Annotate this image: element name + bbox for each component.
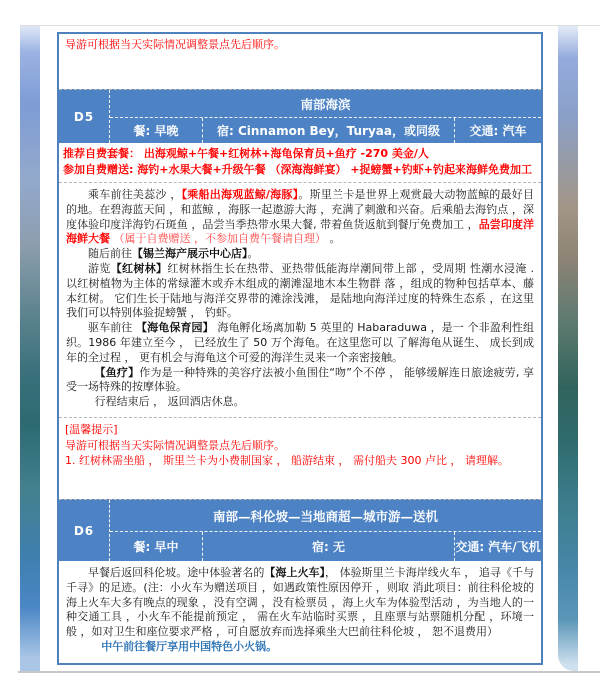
right-photo-strip bbox=[558, 26, 578, 671]
day-d5-header-main bbox=[110, 90, 541, 143]
d5-upsell-cell bbox=[59, 143, 541, 182]
d5-tips-cell bbox=[59, 417, 541, 499]
d5-paragraph-return-hotel bbox=[66, 395, 534, 410]
d5-p1-highlight-whale-boat: 【乘船出海观蓝鲸/海豚】 bbox=[181, 188, 299, 201]
d5-p5-body: 作为是一种特殊的美容疗法被小鱼围住“吻”个不停 ， 能够缓解连日旅途疲劳, 享受一场特殊的按摩体验。 bbox=[66, 365, 534, 394]
d5-paragraph-mangrove bbox=[66, 262, 534, 321]
d5-paragraph-whale-watching bbox=[66, 188, 534, 247]
d5-p1-seafood-feast: 品尝印度洋海鲜大餐 bbox=[66, 217, 534, 246]
day-d6-header-main bbox=[110, 500, 541, 561]
d5-p3-lead: 游览 bbox=[88, 261, 111, 275]
tips-line-boat-fee: 1. 红树林需坐船 ， 斯里兰卡为小费制国家 ， 船游结束 ， 需付船夫 300 卢比 ， 请理解。 bbox=[65, 454, 509, 467]
d5-paragraph-fish-spa bbox=[66, 366, 534, 396]
day-d5-meals: 餐: 早晚 bbox=[110, 118, 203, 143]
upsell-bonus-line: 参加自费赠送: 海钓+水果大餐+升级午餐 （深海海鲜宴） +捉螃蟹+钓虾+钓起来海鲜免费加工 bbox=[63, 163, 532, 176]
d5-p3-mangrove-name: 【红树林】 bbox=[110, 261, 168, 275]
page-top-edge bbox=[20, 25, 600, 26]
day-d5-header-band bbox=[59, 89, 541, 143]
day-d6-header-band bbox=[59, 499, 541, 561]
d5-p3-body: 红树林指生长在热带、亚热带低能海岸潮间带上部 ，受周期 性潮水浸淹 . 以红树植物为主体的常绿灌木或乔木组成的潮滩湿地木本生物群 落 ，组成的物种包括草本、藤本红树。 它们生长于陆地与海洋交界带的滩涂浅滩， 是陆地向海洋过度的特殊生态系 ，在这里我们可以特别体验捉螃蟹 ， 钓虾。 bbox=[66, 261, 535, 320]
day-d6-meta-row bbox=[110, 532, 541, 561]
upsell-package-line: 推荐自费套餐： 出海观鲸+午餐+红树林+海龟保育员+鱼疗 -270 美金/人 bbox=[63, 147, 429, 160]
day-d6-meals: 餐: 早中 bbox=[110, 532, 203, 561]
d6-paragraph-sea-train bbox=[66, 566, 534, 640]
d5-p5-fish-spa-name: 【鱼疗】 bbox=[94, 365, 140, 379]
day-d5-label: D5 bbox=[59, 90, 110, 143]
day-d6-hotel: 宿: 无 bbox=[203, 532, 455, 561]
d5-p4-body: 海龟孵化场离加勒 5 英里的 Habaraduwa ，是一 个非盈利性组织。1986 年建立至今 ， 已经放生了 50 万个海龟。在这里您可以 了解海龟从诞生、 成长到成年的全过程 ， 更有机会与海龟这个可爱的海洋生灵来一个亲密接触。 bbox=[66, 321, 535, 364]
schedule-note-cell bbox=[59, 34, 541, 89]
d5-p2-center-name: 【锡兰海产展示中心店】 bbox=[132, 247, 248, 261]
d6-description-cell bbox=[59, 561, 541, 663]
day-d6-transport: 交通: 汽车/飞机 bbox=[455, 540, 541, 555]
d6-p1-body: ， 体验斯里兰卡海岸线火车 ， 追寻《千与千寻》的足迹。(注：小火车为赠送项目 ，如遇政策性原因停开 ，则取 消此项目：前往科伦坡的海上火车大多有晚点的现象 ，没有空调 ，没有检票员 ，海上火车为体验型活动 ，为当地人的一种交通工具 ，小火车不能提前预定 ， 需在火车站临时买票 ，且座票与站票随机分配 ，环境一般 ，如对卫生和座位要求严格 ，可自愿放弃而选择乘坐大巴前往科伦坡 ， 恕不退费用） bbox=[66, 566, 535, 639]
day-d5-meta-row bbox=[110, 118, 541, 143]
page-bottom-edge bbox=[18, 671, 600, 673]
day-d6-label: D6 bbox=[59, 500, 110, 561]
d5-p1-body: 。斯里兰卡是世界上观赏最大动物蓝鲸的最好目的地。在碧海蓝天间 ，和蓝鲸 ，海豚一起遨游大海 ，充满了刺激和兴奋。后乘船去海钓点 ，深度体验印度洋海钓石斑鱼 ，品尝当季热带水果大餐, 带着鱼货返航到餐厅免费加工 ， bbox=[66, 188, 534, 231]
d6-p1-sea-train-name: 【海上火车】 bbox=[264, 566, 326, 579]
d5-description-cell bbox=[59, 182, 541, 417]
d6-p1-lead: 早餐后返回科伦坡。途中体验著名的 bbox=[88, 566, 265, 579]
d5-p1-lead: 乘车前往美蕊沙 ， bbox=[88, 188, 182, 201]
day-d5-hotel: 宿: Cinnamon Bey，Turyaa，或同级 bbox=[203, 118, 455, 143]
tips-title: [温馨提示] bbox=[65, 423, 118, 436]
d5-paragraph-turtle-hatchery bbox=[66, 321, 534, 365]
d5-paragraph-seafood-center bbox=[66, 247, 534, 262]
d6-lunch-note bbox=[66, 640, 534, 655]
d5-p1-self-pay-note: （属于自费赠送 ，不参加自费午餐请自理） bbox=[110, 232, 330, 246]
tips-line-order: 导游可根据当天实际情况调整景点先后顺序。 bbox=[65, 438, 285, 452]
d5-p2-tail: 。 bbox=[247, 247, 259, 261]
day-d5-transport: 交通: 汽车 bbox=[469, 124, 527, 139]
left-photo-strip bbox=[20, 26, 40, 671]
day-d6-route-title: 南部—科伦坡—当地商超—城市游—送机 bbox=[110, 500, 541, 532]
d6-p2-text: 中午前往餐厅享用中国特色小火锅。 bbox=[101, 639, 278, 653]
d5-p1-tail: 。 bbox=[329, 232, 341, 246]
schedule-note-text: 导游可根据当天实际情况调整景点先后顺序。 bbox=[65, 38, 285, 51]
day-d5-route-title: 南部海滨 bbox=[110, 90, 541, 118]
d5-p4-lead: 驱车前往 bbox=[88, 321, 137, 335]
itinerary-table bbox=[57, 32, 543, 665]
d5-p2-lead: 随后前往 bbox=[88, 247, 132, 261]
d5-p4-hatchery-name: 【海龟保育园】 bbox=[136, 321, 214, 335]
d5-p6-text: 行程结束后 ， 返回酒店休息。 bbox=[94, 395, 245, 409]
